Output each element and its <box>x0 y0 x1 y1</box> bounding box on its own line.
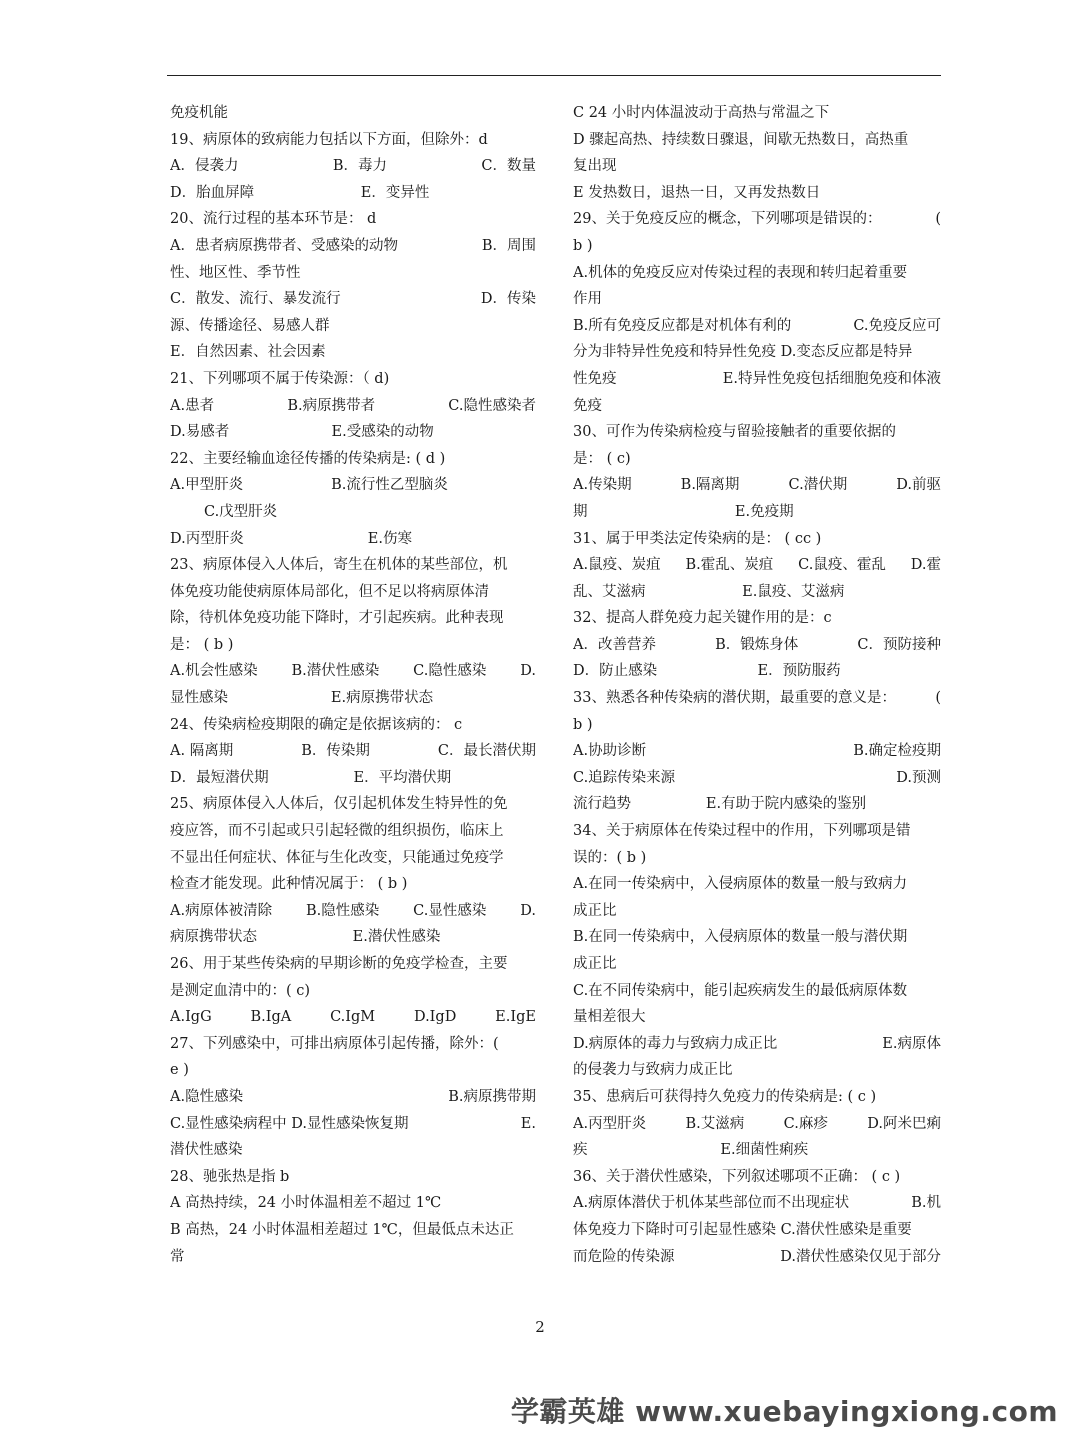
text-segment: A.病原体被清除 <box>170 902 273 919</box>
text-segment: E 发热数日，退热一日，又再发热数日 <box>573 184 821 201</box>
text-line <box>170 1111 536 1138</box>
text-segment: C.潜伏期 <box>788 477 848 494</box>
text-segment: 性、地区性、季节性 <box>170 264 301 281</box>
left-column <box>170 100 536 1270</box>
text-line <box>573 286 941 313</box>
text-segment: 免疫机能 <box>170 105 228 121</box>
text-segment: B.病原携带期 <box>448 1088 536 1105</box>
text-segment: 体免疫功能使病原体局部化，但不足以将病原体清 <box>170 583 489 600</box>
text-line <box>573 366 941 393</box>
text-line <box>573 1084 941 1111</box>
text-segment: D．胎血屏障 <box>170 184 255 201</box>
text-line <box>170 978 536 1005</box>
text-line <box>170 765 536 792</box>
text-segment: E.受感染的动物 <box>331 424 434 441</box>
text-line <box>573 552 941 579</box>
text-segment: 22、主要经输血途径传播的传染病是: ( d ) <box>170 450 446 467</box>
text-segment: D.潜伏性感染仅见于部分 <box>780 1248 941 1265</box>
text-line <box>573 791 941 818</box>
text-segment: B.霍乱、炭疽 <box>685 557 774 574</box>
text-line <box>170 366 536 393</box>
text-segment: B.确定检疫期 <box>853 743 941 760</box>
text-line <box>573 951 941 978</box>
text-line <box>573 685 941 712</box>
text-segment: A.鼠疫、炭疽 <box>573 557 661 574</box>
text-segment: B.隔离期 <box>680 477 740 494</box>
text-line <box>170 845 536 872</box>
text-line <box>573 978 941 1005</box>
text-line <box>170 419 536 446</box>
text-line <box>170 632 536 659</box>
text-line <box>573 526 941 553</box>
text-line <box>573 924 941 951</box>
text-line <box>573 898 941 925</box>
text-segment: D.阿米巴痢 <box>867 1115 941 1132</box>
text-segment: C．数量 <box>481 158 536 175</box>
text-segment: 35、患病后可获得持久免疫力的传染病是: ( c ) <box>573 1088 877 1105</box>
text-segment: 疫应答，而不引起或只引起轻微的组织损伤，临床上 <box>170 823 504 840</box>
text-line <box>170 206 536 233</box>
text-line <box>170 472 536 499</box>
text-segment: D.前驱 <box>896 477 941 494</box>
text-segment: C.追踪传染来源 <box>573 769 676 786</box>
text-segment: E.IgE <box>495 1009 536 1026</box>
text-segment: A.机会性感染 <box>170 663 258 680</box>
text-segment: 除，待机体免疫功能下降时，才引起疾病。此种表现 <box>170 610 504 627</box>
text-segment: B．毒力 <box>332 158 388 175</box>
text-line <box>573 871 941 898</box>
text-segment: E．自然因素、社会因素 <box>170 344 326 361</box>
text-line <box>170 1084 536 1111</box>
text-line <box>573 605 941 632</box>
text-segment: A．侵袭力 <box>170 158 239 175</box>
text-segment: 20、流行过程的基本环节是： d <box>170 211 377 228</box>
text-line <box>170 1190 536 1217</box>
text-segment: 分为非特异性免疫和特异性免疫 D.变态反应都是特异 <box>573 344 913 361</box>
text-line <box>170 1057 536 1084</box>
text-line <box>170 313 536 340</box>
text-segment: A．改善营养 <box>573 636 656 653</box>
text-line <box>573 1137 941 1164</box>
text-line <box>573 1057 941 1084</box>
text-segment: 期 <box>573 503 588 520</box>
text-line <box>170 339 536 366</box>
text-line <box>170 951 536 978</box>
text-segment: C.隐性感染 <box>413 663 487 680</box>
text-line <box>170 1031 536 1058</box>
text-line <box>170 1004 536 1031</box>
text-segment: E.有助于院内感染的鉴别 <box>705 796 867 813</box>
page-number: 2 <box>535 1318 545 1336</box>
text-segment: C.在不同传染病中，能引起疾病发生的最低病原体数 <box>573 982 908 999</box>
text-line <box>170 871 536 898</box>
text-segment: D.预测 <box>896 769 941 786</box>
text-line <box>170 100 536 127</box>
text-segment: E．预防服药 <box>757 663 841 680</box>
text-segment: A.在同一传染病中，入侵病原体的数量一般与致病力 <box>573 876 908 893</box>
text-segment: 潜伏性感染 <box>170 1142 243 1159</box>
text-segment: C．最长潜伏期 <box>437 743 536 760</box>
text-line <box>573 233 941 260</box>
text-segment: 是： ( b ) <box>170 636 234 653</box>
text-segment: 检查才能发现。此种情况属于： ( b ) <box>170 876 408 893</box>
text-segment: B.流行性乙型脑炎 <box>331 477 448 494</box>
text-segment: 19、病原体的致病能力包括以下方面，但除外：d <box>170 131 488 148</box>
text-line <box>573 393 941 420</box>
text-line <box>573 180 941 207</box>
text-line <box>170 924 536 951</box>
text-segment: 33、熟悉各种传染病的潜伏期，最重要的意义是： <box>573 690 896 707</box>
watermark-text: 学霸英雄 www.xuebayingxiong.com <box>510 1395 1058 1428</box>
text-line <box>573 499 941 526</box>
text-segment: 25、病原体侵入人体后，仅引起机体发生特异性的免 <box>170 796 508 813</box>
text-segment: C．预防接种 <box>857 636 941 653</box>
text-line <box>573 1111 941 1138</box>
text-line <box>170 1244 536 1271</box>
text-line <box>573 1190 941 1217</box>
text-segment: A.机体的免疫反应对传染过程的表现和转归起着重要 <box>573 264 908 281</box>
text-segment: A．患者病原携带者、受感染的动物 <box>170 237 398 254</box>
text-line <box>170 127 536 154</box>
text-segment: 免疫 <box>573 397 602 414</box>
text-segment: A.甲型肝炎 <box>170 477 244 494</box>
text-line <box>170 1137 536 1164</box>
text-line <box>170 605 536 632</box>
text-line <box>573 127 941 154</box>
text-segment: D. <box>520 663 536 680</box>
text-line <box>573 738 941 765</box>
text-segment: b ) <box>573 237 593 254</box>
text-segment: 26、用于某些传染病的早期诊断的免疫学检查，主要 <box>170 956 508 972</box>
text-segment: D.易感者 <box>170 424 230 441</box>
text-line <box>573 1004 941 1031</box>
text-segment: A 高热持续，24 小时体温相差不超过 1℃ <box>170 1195 442 1212</box>
text-segment: B.在同一传染病中，入侵病原体的数量一般与潜伏期 <box>573 929 908 946</box>
text-segment: 28、驰张热是指 b <box>170 1168 290 1185</box>
text-line <box>573 632 941 659</box>
text-segment: ( <box>935 690 941 707</box>
text-segment: E.免疫期 <box>734 503 794 520</box>
text-segment: B．锻炼身体 <box>715 636 799 653</box>
text-segment: D．最短潜伏期 <box>170 769 269 786</box>
text-segment: 病原携带状态 <box>170 929 257 946</box>
text-segment: C.麻疹 <box>783 1115 828 1132</box>
text-line <box>170 658 536 685</box>
text-segment: B.艾滋病 <box>685 1115 745 1132</box>
text-segment: B.机 <box>911 1195 941 1212</box>
text-segment: 36、关于潜伏性感染，下列叙述哪项不正确： ( c ) <box>573 1168 901 1185</box>
text-segment: E．变异性 <box>360 184 430 201</box>
text-segment: D.病原体的毒力与致病力成正比 <box>573 1035 778 1052</box>
text-segment: 成正比 <box>573 956 617 972</box>
text-segment: B.潜伏性感染 <box>291 663 380 680</box>
text-line <box>573 658 941 685</box>
text-segment: 而危险的传染源 <box>573 1248 675 1265</box>
text-line <box>573 446 941 473</box>
text-segment: 乱、艾滋病 <box>573 583 646 600</box>
text-segment: 是： ( c) <box>573 450 631 467</box>
text-segment: D. <box>520 902 536 919</box>
text-line <box>170 393 536 420</box>
text-line <box>573 339 941 366</box>
text-line <box>573 1164 941 1191</box>
text-segment: C.IgM <box>330 1009 376 1026</box>
text-line <box>170 898 536 925</box>
text-segment: B．周围 <box>481 237 536 254</box>
text-line <box>170 712 536 739</box>
text-line <box>170 579 536 606</box>
text-segment: C.显性感染病程中 D.显性感染恢复期 <box>170 1115 409 1132</box>
text-segment: A.隐性感染 <box>170 1088 244 1105</box>
text-segment: 24、传染病检疫期限的确定是依据该病的： c <box>170 716 463 733</box>
text-segment: C 24 小时内体温波动于高热与常温之下 <box>573 105 830 121</box>
text-segment: 29、关于免疫反应的概念，下列哪项是错误的： <box>573 211 882 228</box>
text-segment: 作用 <box>573 291 602 308</box>
text-line <box>573 1244 941 1271</box>
text-segment: 复出现 <box>573 158 617 175</box>
text-segment: A.丙型肝炎 <box>573 1115 647 1132</box>
text-line <box>170 1217 536 1244</box>
text-line <box>573 419 941 446</box>
text-segment: E.病原携带状态 <box>330 690 434 707</box>
text-line <box>573 472 941 499</box>
text-segment: 流行趋势 <box>573 796 631 813</box>
text-line <box>170 446 536 473</box>
text-segment: B.IgA <box>250 1009 292 1026</box>
text-line <box>573 712 941 739</box>
text-line <box>170 818 536 845</box>
text-segment: 源、传播途径、易感人群 <box>170 317 330 334</box>
text-line <box>170 791 536 818</box>
text-segment: E. <box>520 1115 536 1132</box>
text-segment: 成正比 <box>573 902 617 919</box>
text-segment: e ) <box>170 1062 189 1079</box>
text-segment: 不显出任何症状、体征与生化改变，只能通过免疫学 <box>170 849 504 866</box>
text-segment: C.戊型肝炎 <box>204 503 278 520</box>
text-segment: 误的：( b ) <box>573 849 647 866</box>
text-segment: 体免疫力下降时可引起显性感染 C.潜伏性感染是重要 <box>573 1221 912 1238</box>
header-rule <box>167 75 941 76</box>
text-line <box>170 153 536 180</box>
text-line <box>573 100 941 127</box>
text-segment: A.IgG <box>170 1009 212 1026</box>
text-segment: C.显性感染 <box>413 902 487 919</box>
text-segment: B 高热，24 小时体温相差超过 1℃，但最低点未达正 <box>170 1221 514 1238</box>
text-line <box>170 738 536 765</box>
text-segment: A.病原体潜伏于机体某些部位而不出现症状 <box>573 1195 850 1212</box>
text-line <box>170 1164 536 1191</box>
text-line <box>170 526 536 553</box>
text-line <box>573 206 941 233</box>
text-segment: 27、下列感染中，可排出病原体引起传播，除外：( <box>170 1035 499 1052</box>
text-line <box>573 313 941 340</box>
text-line <box>170 286 536 313</box>
text-segment: 34、关于病原体在传染过程中的作用，下列哪项是错 <box>573 823 911 840</box>
text-segment: C.鼠疫、霍乱 <box>798 557 886 574</box>
text-segment: D.霍 <box>910 557 941 574</box>
text-segment: 的侵袭力与致病力成正比 <box>573 1062 733 1079</box>
text-segment: 23、病原体侵入人体后，寄生在机体的某些部位，机 <box>170 557 508 574</box>
right-column <box>573 100 941 1270</box>
text-segment: B.病原携带者 <box>287 397 376 414</box>
text-line <box>573 1031 941 1058</box>
text-segment: E.潜伏性感染 <box>352 929 441 946</box>
text-segment: A.传染期 <box>573 477 632 494</box>
text-segment: 量相差很大 <box>573 1009 646 1026</box>
text-segment: 显性感染 <box>170 690 228 707</box>
text-segment: E.伤寒 <box>367 530 412 547</box>
text-line <box>170 685 536 712</box>
text-segment: E.特异性免疫包括细胞免疫和体液 <box>722 370 941 387</box>
text-segment: A.协助诊断 <box>573 743 647 760</box>
text-segment: ( <box>935 211 941 228</box>
text-segment: E.病原体 <box>882 1035 941 1052</box>
text-segment: E．平均潜伏期 <box>353 769 452 786</box>
text-segment: E.细菌性痢疾 <box>720 1142 809 1159</box>
text-segment: D.丙型肝炎 <box>170 530 244 547</box>
text-line <box>573 1217 941 1244</box>
text-line <box>573 765 941 792</box>
text-segment: 疾 <box>573 1142 588 1159</box>
text-segment: 32、提高人群免疫力起关键作用的是：c <box>573 610 832 627</box>
text-segment: C.隐性感染者 <box>448 397 536 414</box>
text-line <box>573 845 941 872</box>
text-segment: 31、属于甲类法定传染病的是： ( cc ) <box>573 530 822 547</box>
text-segment: A. 隔离期 <box>170 743 234 760</box>
text-segment: D．传染 <box>480 291 536 308</box>
text-segment: b ) <box>573 716 593 733</box>
text-line <box>170 552 536 579</box>
text-segment: B.隐性感染 <box>306 902 380 919</box>
text-segment: B.所有免疫反应都是对机体有利的 <box>573 317 792 334</box>
text-line <box>573 579 941 606</box>
text-segment: 常 <box>170 1248 185 1265</box>
text-segment: 性免疫 <box>573 370 617 387</box>
text-segment: E.鼠疫、艾滋病 <box>742 583 845 600</box>
text-line <box>573 818 941 845</box>
text-segment: C．散发、流行、暴发流行 <box>170 291 341 308</box>
text-segment: D．防止感染 <box>573 663 658 680</box>
text-segment: B．传染期 <box>301 743 370 760</box>
text-segment: 30、可作为传染病检疫与留验接触者的重要依据的 <box>573 424 896 441</box>
text-segment: 21、下列哪项不属于传染源：（ d) <box>170 370 390 387</box>
text-segment: A.患者 <box>170 397 215 414</box>
text-segment: D 骤起高热、持续数日骤退，间歇无热数日，高热重 <box>573 131 909 148</box>
text-segment: 是测定血清中的：( c) <box>170 982 311 999</box>
text-line <box>170 233 536 260</box>
text-segment: C.免疫反应可 <box>853 317 941 334</box>
text-line <box>170 180 536 207</box>
text-line <box>573 260 941 287</box>
text-line <box>170 260 536 287</box>
text-segment: D.IgD <box>413 1009 457 1026</box>
text-line <box>573 153 941 180</box>
text-line <box>170 499 536 526</box>
